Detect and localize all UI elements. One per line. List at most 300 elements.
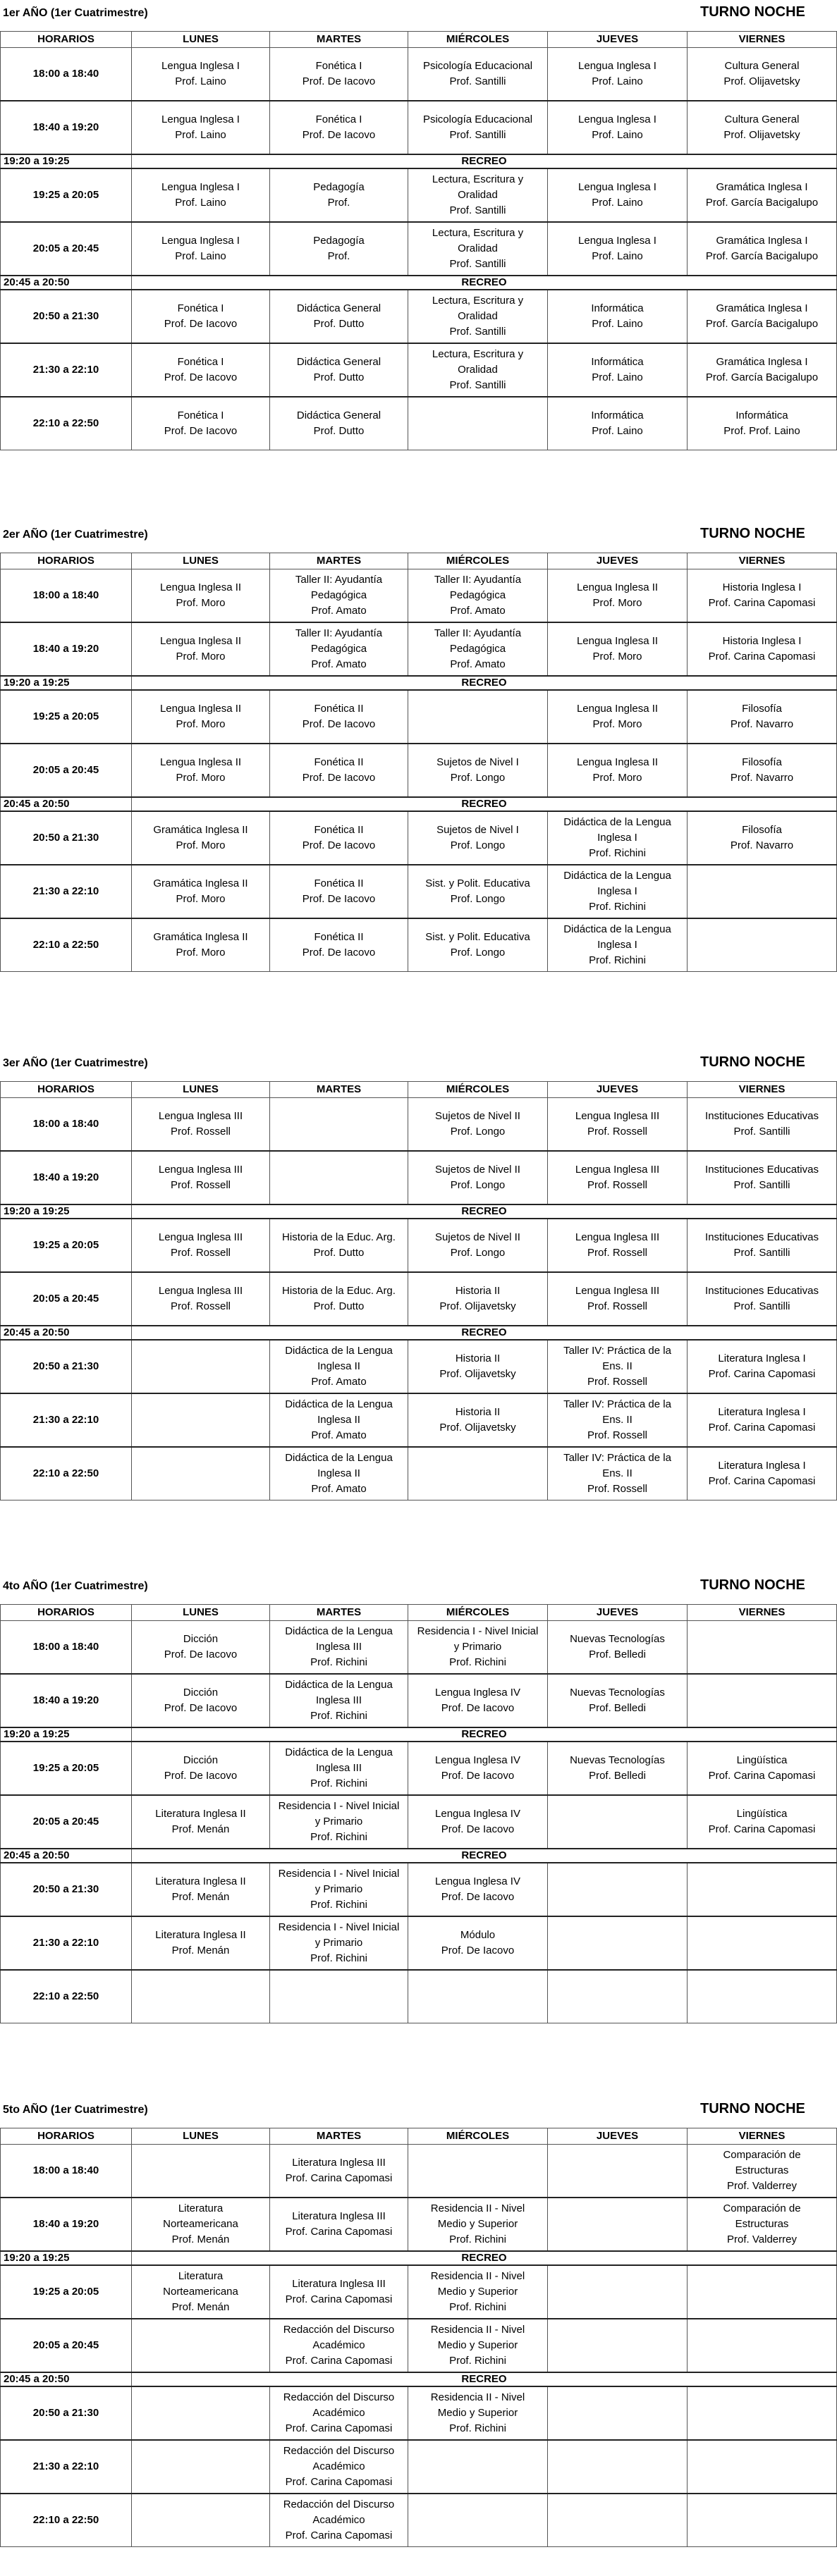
table-row <box>1 2265 837 2319</box>
cell-text-line: Oralidad <box>458 242 498 254</box>
cell-text-line: Instituciones Educativas <box>705 1285 819 1297</box>
class-cell <box>132 1447 270 1500</box>
class-cell <box>688 1742 837 1795</box>
cell-text-line: Didáctica de la Lengua <box>563 870 671 882</box>
cell-text-line: Prof. Navarro <box>730 718 794 730</box>
class-cell <box>688 569 837 623</box>
cell-text-line: Prof. De Iacovo <box>441 1891 515 1903</box>
class-cell <box>548 865 688 918</box>
class-cell <box>270 865 408 918</box>
table-row <box>1 811 837 865</box>
class-cell <box>408 2386 548 2440</box>
recreo-row <box>1 797 837 811</box>
cell-text-line: Prof. Richini <box>310 1899 367 1911</box>
time-cell: 18:00 a 18:40 <box>1 48 132 101</box>
time-cell: 19:20 a 19:25 <box>1 1727 132 1742</box>
recreo-row <box>1 1849 837 1863</box>
cell-text-line: Prof. Richini <box>310 1656 367 1668</box>
column-header: JUEVES <box>548 32 688 48</box>
class-cell <box>688 2440 837 2494</box>
cell-text-line: Lengua Inglesa IV <box>435 1875 520 1887</box>
class-cell <box>548 222 688 276</box>
cell-text-line: Redacción del Discurso <box>283 2324 395 2336</box>
time-cell: 19:20 a 19:25 <box>1 2251 132 2265</box>
class-cell <box>548 1970 688 2023</box>
class-cell <box>688 290 837 343</box>
table-row <box>1 744 837 797</box>
cell-text-line: Didáctica General <box>296 356 381 368</box>
cell-text-line: Prof. De Iacovo <box>164 1648 238 1660</box>
cell-text-line: Prof. Laino <box>592 318 643 330</box>
class-cell <box>132 397 270 450</box>
cell-text-line: Fonética II <box>314 824 364 836</box>
cell-text-line: y Primario <box>314 1883 363 1895</box>
class-cell <box>132 1340 270 1393</box>
time-cell: 20:45 a 20:50 <box>1 2372 132 2386</box>
cell-text-line: Prof. Santilli <box>449 75 506 87</box>
class-cell <box>688 222 837 276</box>
cell-text-line: Didáctica General <box>296 409 381 421</box>
cell-text-line: Prof. De Iacovo <box>302 893 376 905</box>
class-cell <box>408 101 548 154</box>
class-cell <box>548 2440 688 2494</box>
cell-text-line: Norteamericana <box>163 2218 238 2230</box>
cell-text-line: Literatura Inglesa I <box>718 1460 806 1472</box>
cell-text-line: Instituciones Educativas <box>705 1110 819 1122</box>
cell-text-line: Didáctica de la Lengua <box>285 1398 393 1410</box>
cell-text-line: Literatura Inglesa III <box>292 2210 386 2222</box>
column-header: VIERNES <box>688 1605 837 1621</box>
cell-text-line: Prof. Moro <box>176 839 226 851</box>
cell-text-line: Gramática Inglesa I <box>716 235 808 247</box>
class-cell <box>548 290 688 343</box>
cell-text-line: Prof. Santilli <box>449 326 506 338</box>
cell-text-line: Medio y Superior <box>437 2218 518 2230</box>
cell-text-line: Sujetos de Nivel I <box>436 824 519 836</box>
time-cell: 18:00 a 18:40 <box>1 569 132 623</box>
cell-text-line: Residencia I - Nivel Inicial <box>278 1868 400 1880</box>
recreo-label: RECREO <box>132 797 837 811</box>
cell-text-line: Literatura <box>178 2202 224 2214</box>
cell-text-line: Ens. II <box>602 1414 633 1426</box>
section-header <box>0 1573 837 1604</box>
cell-text-line: Didáctica de la Lengua <box>285 1679 393 1691</box>
cell-text-line: Lengua Inglesa III <box>575 1164 660 1176</box>
cell-text-line: Prof. De Iacovo <box>164 425 238 437</box>
cell-text-line: Prof. Rossell <box>587 1300 648 1312</box>
class-cell <box>132 1098 270 1152</box>
class-cell <box>548 1151 688 1204</box>
column-header: MIÉRCOLES <box>408 1082 548 1098</box>
cell-text-line: Prof. Richini <box>589 954 646 966</box>
cell-text-line: Lengua Inglesa II <box>159 635 242 647</box>
cell-text-line: Lengua Inglesa II <box>159 581 242 593</box>
column-header: MARTES <box>270 1605 408 1621</box>
cell-text-line: Prof. De Iacovo <box>302 718 376 730</box>
cell-text-line: Norteamericana <box>163 2286 238 2298</box>
class-cell <box>132 2198 270 2251</box>
class-cell <box>688 2494 837 2547</box>
cell-text-line: Prof. De Iacovo <box>302 129 376 141</box>
class-cell <box>688 1393 837 1447</box>
cell-text-line: Prof. Longo <box>450 1126 506 1138</box>
cell-text-line: Sujetos de Nivel II <box>435 1164 520 1176</box>
section-title: 5to AÑO (1er Cuatrimestre) <box>3 2104 148 2116</box>
column-header: HORARIOS <box>1 1605 132 1621</box>
column-header: HORARIOS <box>1 553 132 569</box>
class-cell <box>408 1272 548 1326</box>
cell-text-line: Prof. Dutto <box>313 371 365 383</box>
table-row <box>1 1098 837 1152</box>
table-row <box>1 1219 837 1272</box>
class-cell <box>548 1916 688 1970</box>
cell-text-line: Prof. Richini <box>589 847 646 859</box>
class-cell <box>688 1340 837 1393</box>
class-cell <box>270 1098 408 1152</box>
cell-text-line: Prof. <box>327 250 350 262</box>
cell-text-line: Prof. Valderrey <box>727 2233 797 2245</box>
cell-text-line: Gramática Inglesa II <box>153 824 248 836</box>
cell-text-line: Filosofía <box>742 824 782 836</box>
schedule-section <box>0 1573 837 2023</box>
class-cell <box>132 222 270 276</box>
cell-text-line: Prof. Menán <box>171 1891 230 1903</box>
cell-text-line: Sujetos de Nivel I <box>436 756 519 768</box>
class-cell <box>270 1393 408 1447</box>
cell-text-line: Prof. Richini <box>449 2301 506 2313</box>
class-cell <box>270 2494 408 2547</box>
section-title: 4to AÑO (1er Cuatrimestre) <box>3 1580 148 1592</box>
cell-text-line: Prof. Carina Capomasi <box>285 2529 393 2541</box>
cell-text-line: Prof. Longo <box>450 1247 506 1259</box>
time-cell: 18:00 a 18:40 <box>1 1621 132 1675</box>
cell-text-line: Prof. Dutto <box>313 318 365 330</box>
cell-text-line: Ens. II <box>602 1360 633 1372</box>
cell-text-line: Prof. Laino <box>592 129 643 141</box>
class-cell <box>132 2319 270 2372</box>
cell-text-line: Inglesa II <box>317 1467 360 1479</box>
class-cell <box>270 2319 408 2372</box>
cell-text-line: Prof. Dutto <box>313 1247 365 1259</box>
class-cell <box>548 1795 688 1849</box>
cell-text-line: Prof. Laino <box>175 250 226 262</box>
cell-text-line: Informática <box>735 409 788 421</box>
cell-text-line: Prof. Carina Capomasi <box>708 1823 816 1835</box>
cell-text-line: Fonética I <box>177 356 224 368</box>
cell-text-line: Prof. Carina Capomasi <box>708 1770 816 1782</box>
cell-text-line: Prof. Rossell <box>587 1483 648 1495</box>
cell-text-line: Fonética II <box>314 877 364 889</box>
cell-text-line: Gramática Inglesa II <box>153 877 248 889</box>
cell-text-line: Prof. García Bacigalupo <box>705 371 819 383</box>
recreo-label: RECREO <box>132 676 837 690</box>
time-cell: 20:05 a 20:45 <box>1 1272 132 1326</box>
time-cell: 20:45 a 20:50 <box>1 797 132 811</box>
cell-text-line: Estructuras <box>735 2164 789 2176</box>
schedule-section <box>0 522 837 972</box>
table-row <box>1 1795 837 1849</box>
column-header: JUEVES <box>548 1082 688 1098</box>
time-cell: 20:05 a 20:45 <box>1 222 132 276</box>
class-cell <box>270 690 408 744</box>
class-cell <box>270 1272 408 1326</box>
schedule-section <box>0 2097 837 2547</box>
cell-text-line: Prof. Valderrey <box>727 2180 797 2192</box>
class-cell <box>408 1219 548 1272</box>
column-header: HORARIOS <box>1 2128 132 2145</box>
cell-text-line: Prof. Olijavetsky <box>439 1300 516 1312</box>
cell-text-line: Historia de la Educ. Arg. <box>282 1231 396 1243</box>
class-cell <box>408 1098 548 1152</box>
time-cell: 20:05 a 20:45 <box>1 1795 132 1849</box>
class-cell <box>408 622 548 676</box>
class-cell <box>548 168 688 222</box>
class-cell <box>408 2145 548 2198</box>
class-cell <box>548 690 688 744</box>
class-cell <box>408 865 548 918</box>
class-cell <box>132 1795 270 1849</box>
cell-text-line: Prof. García Bacigalupo <box>705 318 819 330</box>
class-cell <box>688 1863 837 1916</box>
class-cell <box>270 744 408 797</box>
time-cell: 22:10 a 22:50 <box>1 1970 132 2023</box>
cell-text-line: Lectura, Escritura y <box>432 227 524 239</box>
cell-text-line: Lengua Inglesa I <box>161 60 240 72</box>
cell-text-line: Prof. Navarro <box>730 839 794 851</box>
cell-text-line: Historia Inglesa I <box>722 581 802 593</box>
cell-text-line: Cultura General <box>724 60 800 72</box>
time-cell: 19:20 a 19:25 <box>1 1204 132 1219</box>
table-row <box>1 1970 837 2023</box>
cell-text-line: Prof. Carina Capomasi <box>285 2422 393 2434</box>
cell-text-line: Prof. Richini <box>449 2422 506 2434</box>
cell-text-line: Lectura, Escritura y <box>432 348 524 360</box>
class-cell <box>548 1863 688 1916</box>
class-cell <box>548 1742 688 1795</box>
table-row <box>1 2386 837 2440</box>
class-cell <box>270 222 408 276</box>
class-cell <box>132 690 270 744</box>
cell-text-line: Literatura Inglesa III <box>292 2157 386 2169</box>
column-header: MARTES <box>270 1082 408 1098</box>
cell-text-line: Comparación de <box>723 2202 801 2214</box>
time-cell: 20:50 a 21:30 <box>1 1340 132 1393</box>
class-cell <box>408 222 548 276</box>
column-header: VIERNES <box>688 32 837 48</box>
column-header: LUNES <box>132 1605 270 1621</box>
class-cell <box>270 2145 408 2198</box>
recreo-row <box>1 276 837 290</box>
cell-text-line: Estructuras <box>735 2218 789 2230</box>
time-cell: 20:45 a 20:50 <box>1 1849 132 1863</box>
cell-text-line: Prof. Rossell <box>587 1126 648 1138</box>
class-cell <box>548 1393 688 1447</box>
cell-text-line: Sist. y Polit. Educativa <box>425 931 530 943</box>
class-cell <box>548 744 688 797</box>
cell-text-line: Prof. Laino <box>592 250 643 262</box>
time-cell: 19:25 a 20:05 <box>1 2265 132 2319</box>
table-row <box>1 569 837 623</box>
cell-text-line: Literatura Inglesa II <box>155 1875 246 1887</box>
cell-text-line: Prof. Rossell <box>587 1429 648 1441</box>
class-cell <box>688 397 837 450</box>
class-cell <box>270 101 408 154</box>
table-row <box>1 1272 837 1326</box>
cell-text-line: Psicología Educacional <box>422 113 533 125</box>
class-cell <box>132 744 270 797</box>
cell-text-line: Módulo <box>460 1929 496 1941</box>
class-cell <box>408 2319 548 2372</box>
class-cell <box>408 2440 548 2494</box>
class-cell <box>408 690 548 744</box>
cell-text-line: Informática <box>591 409 644 421</box>
table-row <box>1 222 837 276</box>
cell-text-line: Fonética I <box>315 113 362 125</box>
cell-text-line: Prof. De Iacovo <box>164 318 238 330</box>
time-cell: 22:10 a 22:50 <box>1 2494 132 2547</box>
cell-text-line: Prof. Rossell <box>587 1376 648 1388</box>
cell-text-line: Lengua Inglesa I <box>161 235 240 247</box>
table-row <box>1 101 837 154</box>
cell-text-line: Lengua Inglesa III <box>575 1110 660 1122</box>
class-cell <box>270 397 408 450</box>
class-cell <box>688 2198 837 2251</box>
cell-text-line: Taller II: Ayudantía <box>295 627 383 639</box>
cell-text-line: Prof. Longo <box>450 893 506 905</box>
time-cell: 19:20 a 19:25 <box>1 676 132 690</box>
cell-text-line: Prof. Rossell <box>170 1300 231 1312</box>
cell-text-line: Residencia II - Nivel <box>430 2391 525 2403</box>
class-cell <box>270 1674 408 1727</box>
cell-text-line: Cultura General <box>724 113 800 125</box>
cell-text-line: Psicología Educacional <box>422 60 533 72</box>
cell-text-line: Prof. Carina Capomasi <box>708 597 816 609</box>
cell-text-line: Filosofía <box>742 756 782 768</box>
cell-text-line: Académico <box>312 2460 365 2472</box>
time-cell: 22:10 a 22:50 <box>1 397 132 450</box>
cell-text-line: Prof. Rossell <box>170 1126 231 1138</box>
cell-text-line: Redacción del Discurso <box>283 2391 395 2403</box>
cell-text-line: Lectura, Escritura y <box>432 295 524 307</box>
cell-text-line: Literatura Inglesa I <box>718 1406 806 1418</box>
table-row <box>1 1151 837 1204</box>
recreo-label: RECREO <box>132 1204 837 1219</box>
cell-text-line: Prof. Longo <box>450 947 506 959</box>
class-cell <box>688 1272 837 1326</box>
column-header: MIÉRCOLES <box>408 553 548 569</box>
cell-text-line: Instituciones Educativas <box>705 1164 819 1176</box>
cell-text-line: Prof. De Iacovo <box>164 1770 238 1782</box>
cell-text-line: Instituciones Educativas <box>705 1231 819 1243</box>
cell-text-line: Prof. Richini <box>449 1656 506 1668</box>
recreo-row <box>1 2372 837 2386</box>
cell-text-line: Prof. De Iacovo <box>302 839 376 851</box>
class-cell <box>132 1970 270 2023</box>
class-cell <box>548 622 688 676</box>
turno-label: TURNO NOCHE <box>700 1054 805 1070</box>
cell-text-line: Fonética I <box>177 302 224 314</box>
cell-text-line: Lengua Inglesa II <box>576 635 659 647</box>
class-cell <box>132 2145 270 2198</box>
cell-text-line: Prof. Carina Capomasi <box>285 2293 393 2305</box>
table-row <box>1 1916 837 1970</box>
class-cell <box>408 1863 548 1916</box>
class-cell <box>408 290 548 343</box>
cell-text-line: Prof. Dutto <box>313 1300 365 1312</box>
schedule-table <box>0 1081 837 1500</box>
class-cell <box>688 1970 837 2023</box>
class-cell <box>270 2198 408 2251</box>
class-cell <box>132 168 270 222</box>
cell-text-line: Prof. Santilli <box>733 1179 790 1191</box>
class-cell <box>688 1621 837 1675</box>
header-row <box>1 1082 837 1098</box>
class-cell <box>270 918 408 972</box>
cell-text-line: Literatura Inglesa II <box>155 1929 246 1941</box>
time-cell: 18:40 a 19:20 <box>1 1674 132 1727</box>
cell-text-line: Prof. De Iacovo <box>441 1945 515 1956</box>
class-cell <box>548 1621 688 1675</box>
recreo-label: RECREO <box>132 1849 837 1863</box>
cell-text-line: Lingüística <box>736 1808 788 1820</box>
recreo-label: RECREO <box>132 1727 837 1742</box>
class-cell <box>132 918 270 972</box>
cell-text-line: Residencia I - Nivel Inicial <box>278 1800 400 1812</box>
class-cell <box>132 2494 270 2547</box>
cell-text-line: Gramática Inglesa I <box>716 356 808 368</box>
class-cell <box>132 101 270 154</box>
cell-text-line: Historia II <box>455 1285 501 1297</box>
cell-text-line: Fonética II <box>314 931 364 943</box>
cell-text-line: Lengua Inglesa III <box>158 1110 243 1122</box>
class-cell <box>688 690 837 744</box>
cell-text-line: Prof. Rossell <box>170 1179 231 1191</box>
cell-text-line: Pedagógica <box>449 589 506 601</box>
cell-text-line: Lengua Inglesa II <box>576 581 659 593</box>
cell-text-line: Prof. Longo <box>450 772 506 784</box>
cell-text-line: Lengua Inglesa I <box>578 60 656 72</box>
class-cell <box>408 2265 548 2319</box>
class-cell <box>408 744 548 797</box>
cell-text-line: Prof. Carina Capomasi <box>285 2226 393 2238</box>
time-cell: 20:05 a 20:45 <box>1 2319 132 2372</box>
cell-text-line: Prof. Richini <box>310 1831 367 1843</box>
cell-text-line: Dicción <box>183 1633 219 1645</box>
class-cell <box>408 2198 548 2251</box>
class-cell <box>688 1795 837 1849</box>
cell-text-line: Pedagógica <box>449 643 506 655</box>
class-cell <box>132 1916 270 1970</box>
cell-text-line: Sujetos de Nivel II <box>435 1110 520 1122</box>
schedule-section <box>0 1050 837 1500</box>
class-cell <box>548 48 688 101</box>
cell-text-line: Prof. Richini <box>310 1777 367 1789</box>
cell-text-line: Lengua Inglesa II <box>159 703 242 715</box>
column-header: VIERNES <box>688 553 837 569</box>
cell-text-line: Fonética II <box>314 703 364 715</box>
class-cell <box>688 2265 837 2319</box>
section-header <box>0 0 837 31</box>
cell-text-line: Taller II: Ayudantía <box>434 574 522 586</box>
recreo-row <box>1 2251 837 2265</box>
recreo-row <box>1 676 837 690</box>
cell-text-line: Prof. Richini <box>310 1952 367 1964</box>
class-cell <box>688 1151 837 1204</box>
cell-text-line: Inglesa II <box>317 1360 360 1372</box>
class-cell <box>270 1621 408 1675</box>
time-cell: 20:45 a 20:50 <box>1 1326 132 1340</box>
cell-text-line: Nuevas Tecnologías <box>570 1754 665 1766</box>
